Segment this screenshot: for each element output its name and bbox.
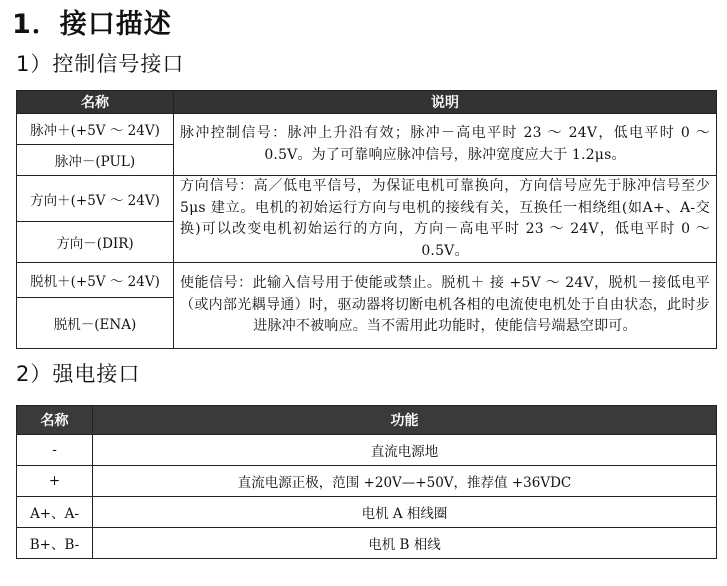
header-desc: 说明 xyxy=(174,91,717,114)
table-row xyxy=(17,466,717,497)
section-title-control: 1）控制信号接口 xyxy=(16,52,185,76)
terminal-name: A+、A- xyxy=(17,497,93,528)
table-row xyxy=(17,263,717,298)
page-heading: 1．接口描述 xyxy=(12,9,172,40)
table-row xyxy=(17,435,717,466)
table-row xyxy=(17,114,717,145)
table-row xyxy=(17,497,717,528)
power-interface-table xyxy=(16,405,717,559)
header-name: 名称 xyxy=(17,406,93,435)
terminal-name: - xyxy=(17,435,93,466)
signal-desc: 脉冲控制信号：脉冲上升沿有效；脉冲－高电平时 23 ～ 24V，低电平时 0 ～ 0.5V。为了可靠响应脉冲信号，脉冲宽度应大于 1.2μs。 xyxy=(174,114,717,176)
table-row xyxy=(17,528,717,559)
table-header-row xyxy=(17,91,717,114)
terminal-name: + xyxy=(17,466,93,497)
signal-name: 脉冲＋(+5V ～ 24V) xyxy=(17,114,174,145)
table-header-row xyxy=(17,406,717,435)
signal-name: 脱机＋(+5V ～ 24V) xyxy=(17,263,174,298)
signal-name: 方向－(DIR) xyxy=(17,222,174,263)
signal-name: 方向＋(+5V ～ 24V) xyxy=(17,176,174,222)
terminal-func: 直流电源正极，范围 +20V—+50V，推荐值 +36VDC xyxy=(93,466,717,497)
terminal-func: 电机 A 相线圈 xyxy=(93,497,717,528)
signal-desc: 使能信号：此输入信号用于使能或禁止。脱机＋ 接 +5V ～ 24V，脱机－接低电平（或内部光耦导通）时，驱动器将切断电机各相的电流使电机处于自由状态，此时步进脉冲不被响应。当不需用此功能时，使能信号端悬空即可。 xyxy=(174,263,717,349)
terminal-func: 直流电源地 xyxy=(93,435,717,466)
header-name: 名称 xyxy=(17,91,174,114)
terminal-func: 电机 B 相线 xyxy=(93,528,717,559)
header-func: 功能 xyxy=(93,406,717,435)
table-row xyxy=(17,176,717,222)
terminal-name: B+、B- xyxy=(17,528,93,559)
signal-name: 脉冲－(PUL) xyxy=(17,145,174,176)
signal-name: 脱机－(ENA) xyxy=(17,298,174,349)
section-title-power: 2）强电接口 xyxy=(16,362,141,386)
signal-desc: 方向信号：高／低电平信号，为保证电机可靠换向，方向信号应先于脉冲信号至少 5μs 建立。电机的初始运行方向与电机的接线有关，互换任一相绕组(如A+、A-交换)可以改变电机初始运行的方向，方向－高电平时 23 ～ 24V，低电平时 0 ～ 0.5V。 xyxy=(174,176,717,263)
control-signal-table xyxy=(16,90,717,349)
